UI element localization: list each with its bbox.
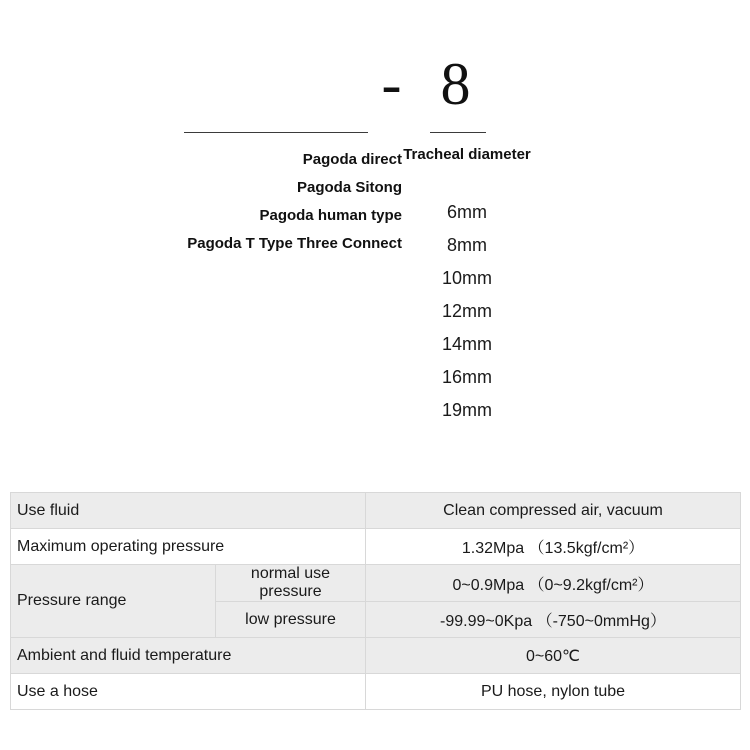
product-code-block	[372, 52, 492, 116]
spec-sublabel: low pressure	[216, 602, 366, 638]
diameter-item: 10mm	[441, 268, 492, 288]
table-row	[11, 565, 741, 602]
spec-value: 0~0.9Mpa （0~9.2kgf/cm²）	[366, 565, 741, 602]
fitting-type-item: Pagoda human type	[259, 207, 402, 224]
spec-label: Pressure range	[11, 565, 216, 638]
spec-value: 0~60℃	[366, 638, 741, 674]
table-row	[11, 493, 741, 529]
spec-value: PU hose, nylon tube	[366, 674, 741, 710]
table-row	[11, 638, 741, 674]
spec-label: Ambient and fluid temperature	[11, 638, 366, 674]
diameter-item: 6mm	[447, 202, 487, 222]
spec-label: Use fluid	[11, 493, 366, 529]
product-code-text: - 8	[381, 51, 483, 117]
fitting-type-item: Pagoda T Type Three Connect	[187, 235, 402, 252]
tracheal-diameter-list	[392, 196, 542, 427]
table-row	[11, 674, 741, 710]
fitting-type-list	[120, 146, 402, 258]
spec-value: Clean compressed air, vacuum	[366, 493, 741, 529]
diameter-item: 19mm	[441, 400, 492, 420]
left-underline	[184, 132, 368, 133]
fitting-type-item: Pagoda Sitong	[297, 179, 402, 196]
specification-table	[10, 492, 741, 710]
fitting-type-item: Pagoda direct	[302, 151, 402, 168]
spec-label: Maximum operating pressure	[11, 529, 366, 565]
diameter-item: 14mm	[441, 334, 492, 354]
spec-value: -99.99~0Kpa （-750~0mmHg）	[366, 602, 741, 638]
tracheal-diameter-heading: Tracheal diameter	[403, 146, 531, 163]
diameter-item: 8mm	[447, 235, 487, 255]
right-underline	[430, 132, 486, 133]
table-row	[11, 529, 741, 565]
diameter-item: 16mm	[441, 367, 492, 387]
spec-value: 1.32Mpa （13.5kgf/cm²）	[366, 529, 741, 565]
diameter-item: 12mm	[441, 301, 492, 321]
spec-sublabel: normal use pressure	[216, 565, 366, 602]
spec-label: Use a hose	[11, 674, 366, 710]
